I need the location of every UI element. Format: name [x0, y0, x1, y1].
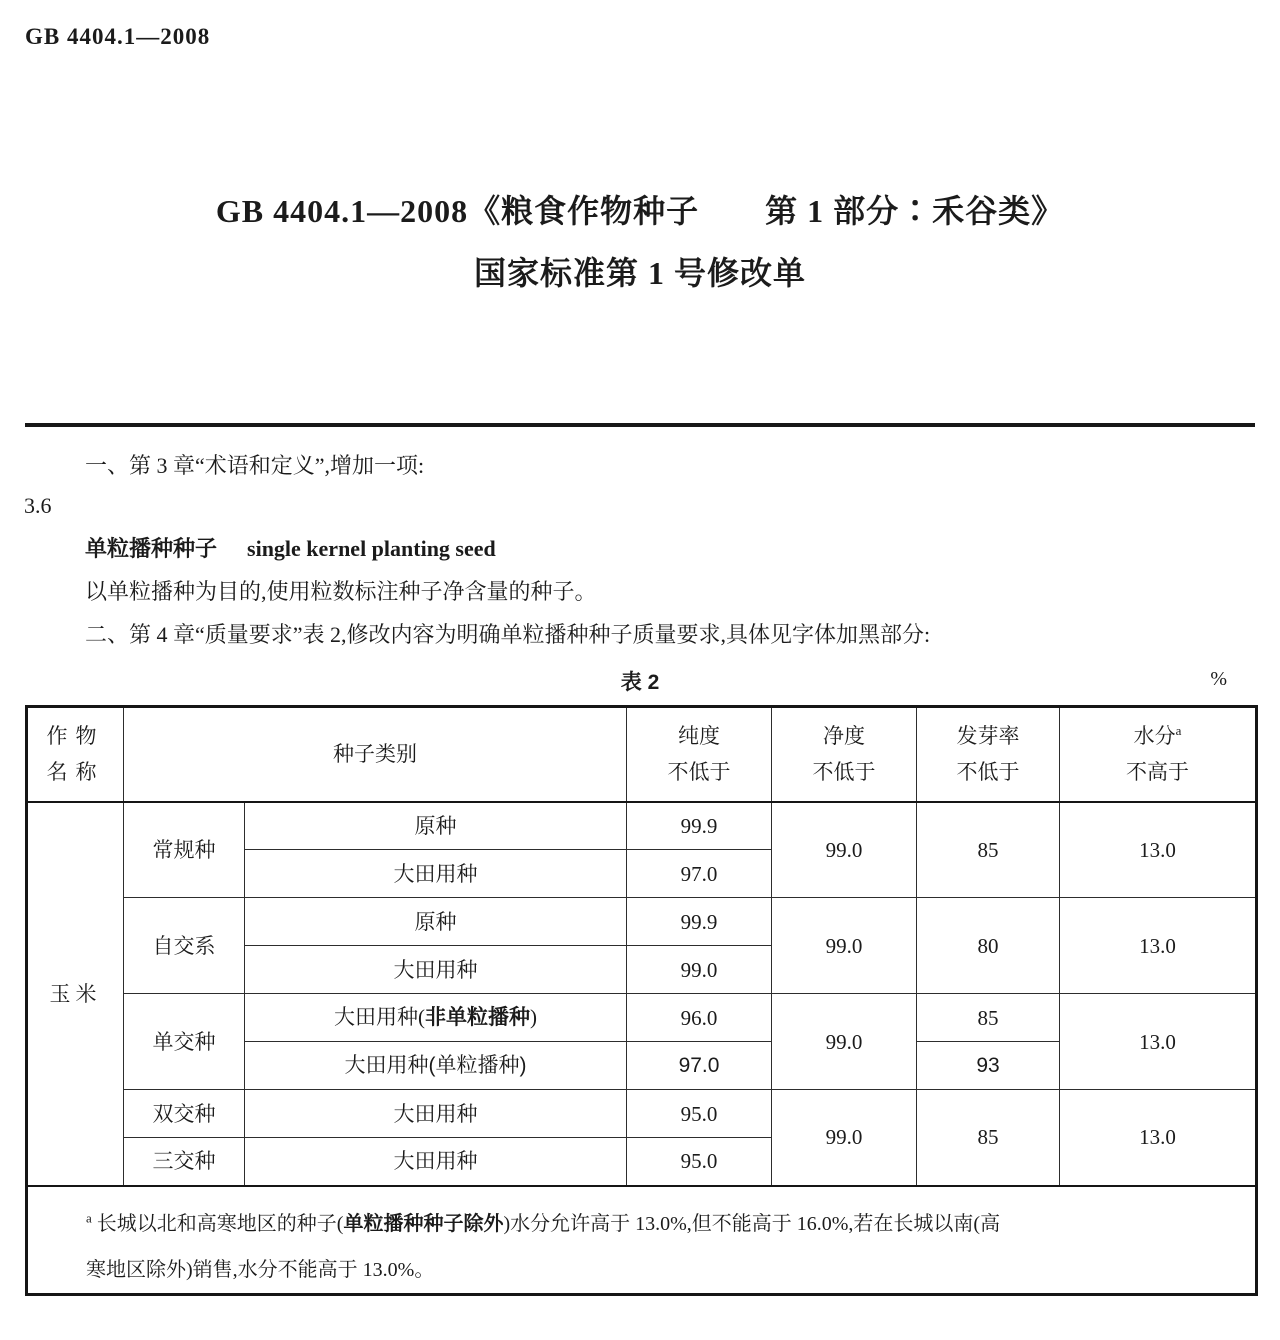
- germination-cell: 85: [917, 1090, 1060, 1186]
- purity-cell: 95.0: [627, 1138, 772, 1186]
- footnote-ref-marker: a: [86, 1209, 92, 1225]
- th-crop-line2: 名称: [46, 760, 105, 785]
- cleanliness-cell: 99.0: [772, 802, 917, 898]
- seed-class-cell: 大田用种: [245, 850, 627, 898]
- term-english: single kernel planting seed: [247, 536, 496, 561]
- clause-number: 3.6: [24, 493, 52, 518]
- table-row: [27, 994, 1257, 1042]
- subtype-cell: 常规种: [124, 802, 245, 898]
- th-purity-line1: 纯度: [678, 724, 720, 749]
- th-germination: [917, 707, 1060, 802]
- seed-class-cell: 大田用种: [245, 946, 627, 994]
- seed-class-cell: 原种: [245, 802, 627, 850]
- doc-title-line-2: 国家标准第 1 号修改单: [473, 255, 806, 291]
- th-germination-line2: 不低于: [956, 760, 1020, 785]
- seed-class-bold-part: 非单粒播种: [425, 1006, 530, 1029]
- crop-cell: 玉米: [27, 802, 124, 1186]
- th-moisture-line2: 不高于: [1126, 760, 1189, 785]
- th-crop-line1: 作物: [46, 724, 105, 749]
- moisture-cell: 13.0: [1060, 1090, 1257, 1186]
- seed-class-prefix: 大田用种(: [334, 1005, 425, 1029]
- germination-cell: 85: [917, 802, 1060, 898]
- th-cleanliness: [772, 707, 917, 802]
- subtype-cell: 单交种: [124, 994, 245, 1090]
- section-divider-rule: [25, 423, 1255, 427]
- th-cleanliness-line1: 净度: [823, 724, 865, 749]
- purity-cell: 99.9: [627, 802, 772, 850]
- term-heading: [85, 535, 496, 563]
- subtype-cell: 双交种: [124, 1090, 245, 1138]
- th-moisture-label: 水分: [1133, 724, 1176, 749]
- moisture-cell: 13.0: [1060, 994, 1257, 1090]
- doc-title: [0, 180, 1280, 304]
- seed-class-cell: 大田用种: [245, 1138, 627, 1186]
- purity-cell: 95.0: [627, 1090, 772, 1138]
- moisture-cell: 13.0: [1060, 898, 1257, 994]
- table-row: [27, 898, 1257, 946]
- cleanliness-cell: 99.0: [772, 1090, 917, 1186]
- subtype-cell: 自交系: [124, 898, 245, 994]
- th-moisture-line1: [1060, 718, 1255, 754]
- footnote-bold-part: 单粒播种种子除外: [343, 1212, 504, 1235]
- germination-cell: 80: [917, 898, 1060, 994]
- footnote-text-part: 寒地区除外)销售,水分不能高于 13.0%。: [86, 1258, 435, 1281]
- footnote-text-part: 长城以北和高寒地区的种子(: [96, 1212, 344, 1235]
- germination-cell: 85: [917, 994, 1060, 1042]
- th-seed-class: 种子类别: [124, 707, 627, 802]
- th-purity-line2: 不低于: [667, 760, 731, 785]
- th-crop-name: [27, 707, 124, 802]
- table-caption: 表 2: [620, 671, 660, 694]
- seed-class-cell: 大田用种: [245, 1090, 627, 1138]
- table-footnote-row: [27, 1186, 1257, 1295]
- purity-cell: 99.9: [627, 898, 772, 946]
- purity-cell: 97.0: [627, 1042, 772, 1090]
- term-definition: 以单粒播种为目的,使用粒数标注种子净含量的种子。: [85, 579, 597, 604]
- th-germination-line1: 发芽率: [956, 724, 1020, 749]
- seed-class-cell: 大田用种(单粒播种): [245, 1042, 627, 1090]
- footnote-text-part: )水分允许高于 13.0%,但不能高于 16.0%,若在长城以南(高: [503, 1212, 1001, 1235]
- table-footnote-cell: [27, 1186, 1257, 1295]
- seed-class-cell: 原种: [245, 898, 627, 946]
- doc-code: GB 4404.1—2008: [25, 24, 211, 49]
- seed-class-cell: [245, 994, 627, 1042]
- purity-cell: 97.0: [627, 850, 772, 898]
- table-row: [27, 1090, 1257, 1138]
- section2-intro: 二、第 4 章“质量要求”表 2,修改内容为明确单粒播种种子质量要求,具体见字体加黑部分:: [85, 622, 931, 647]
- subtype-cell: 三交种: [124, 1138, 245, 1186]
- moisture-cell: 13.0: [1060, 802, 1257, 898]
- table-header-row: [27, 707, 1257, 802]
- th-moisture: [1060, 707, 1257, 802]
- th-cleanliness-line2: 不低于: [812, 760, 876, 785]
- doc-title-line-1: GB 4404.1—2008《粮食作物种子 第 1 部分∶禾谷类》: [215, 193, 1065, 229]
- table-unit: %: [1210, 668, 1227, 690]
- purity-cell: 96.0: [627, 994, 772, 1042]
- seed-class-suffix: ): [530, 1005, 537, 1029]
- purity-cell: 99.0: [627, 946, 772, 994]
- th-moisture-footnote-ref: a: [1175, 723, 1182, 739]
- table-footnote: [28, 1187, 1255, 1293]
- quality-requirements-table: [25, 705, 1258, 1296]
- cleanliness-cell: 99.0: [772, 994, 917, 1090]
- table-row: [27, 802, 1257, 850]
- cleanliness-cell: 99.0: [772, 898, 917, 994]
- germination-cell: 93: [917, 1042, 1060, 1090]
- term-chinese: 单粒播种种子: [85, 536, 218, 561]
- th-purity: [627, 707, 772, 802]
- section1-intro: 一、第 3 章“术语和定义”,增加一项:: [85, 453, 425, 478]
- table-caption-row: [25, 666, 1255, 700]
